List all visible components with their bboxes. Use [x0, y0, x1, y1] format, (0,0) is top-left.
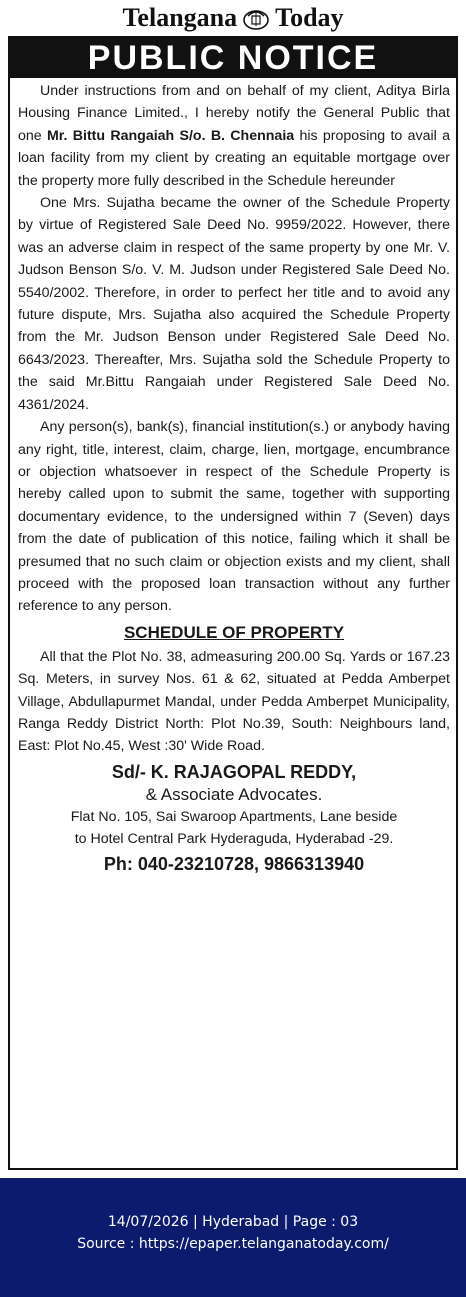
address-line-2: to Hotel Central Park Hyderaguda, Hyderabad -29. — [74, 830, 394, 847]
masthead — [0, 0, 466, 36]
paragraph-1-text-a: Under instructions from and on behalf of my client, Aditya Birla Housing Finance Limited., I hereby notify the General Public that one — [18, 83, 450, 144]
paragraph-1-text-b: his proposing to avail a loan facility from my client by creating an equitable mortgage over the property more fully described in the Schedule hereunder — [18, 127, 450, 189]
footer-band — [0, 1178, 466, 1297]
notice-paragraph-1 — [18, 80, 450, 192]
address-line-1: Flat No. 105, Sai Swaroop Apartments, Lane beside — [70, 808, 398, 825]
signatory-firm: & Associate Advocates. — [145, 784, 323, 804]
footer-meta: 14/07/2026 | Hyderabad | Page : 03 — [107, 1214, 359, 1230]
notice-paragraph-3: Any person(s), bank(s), financial institution(s.) or anybody having any right, title, interest, claim, charge, lien, mortgage, encumbrance or objection whatsoever in respect of the Schedule Property is hereby called upon to submit the same, together with supporting documentary evidence, to the undersigned within 7 (Seven) days from the date of publication of this notice, failing which it shall be presumed that no such claim or objection exists and my client, shall proceed with the proposed loan transaction without any further reference to any person. — [18, 419, 450, 615]
footer-source: Source : https://epaper.telanganatoday.com/ — [77, 1236, 389, 1252]
schedule-text: All that the Plot No. 38, admeasuring 200.00 Sq. Yards or 167.23 Sq. Meters, in survey Nos. 61 & 62, situated at Pedda Amberpet Village, Abdullapurmet Mandal, under Pedda Amberpet Municipality, Ranga Reddy District North: Plot No.39, South: Neighbours land, East: Plot No.45, West :30' Wide Road. — [18, 648, 450, 755]
contact-phone: Ph: 040-23210728, 9866313940 — [103, 853, 365, 874]
masthead-left-word: Telangana — [122, 3, 238, 32]
notice-paragraph-2: One Mrs. Sujatha became the owner of the Schedule Property by virtue of Registered Sale Deed No. 9959/2022. However, there was an adverse claim in respect of the same property by one Mr. V. Judson Benson S/o. V. M. Judson under Registered Sale Deed No. 5540/2002. Therefore, in order to perfect her title and to avoid any future dispute, Mrs. Sujatha also acquired the Schedule Property from the Mr. Judson Benson under Registered Sale Deed No. 6643/2023. Thereafter, Mrs. Sujatha sold the Schedule Property to the said Mr.Bittu Rangaiah under Registered Sale Deed No. 4361/2024. — [18, 195, 450, 413]
borrower-name: Mr. Bittu Rangaiah S/o. B. Chennaia — [46, 127, 295, 144]
schedule-heading: SCHEDULE OF PROPERTY — [123, 622, 345, 642]
notice-title: PUBLIC NOTICE — [10, 38, 456, 78]
signatory-name: Sd/- K. RAJAGOPAL REDDY, — [111, 761, 357, 782]
masthead-right-word: Today — [275, 3, 344, 32]
newspaper-emblem-icon — [241, 5, 271, 31]
public-notice — [8, 36, 458, 1170]
notice-body — [18, 80, 450, 878]
